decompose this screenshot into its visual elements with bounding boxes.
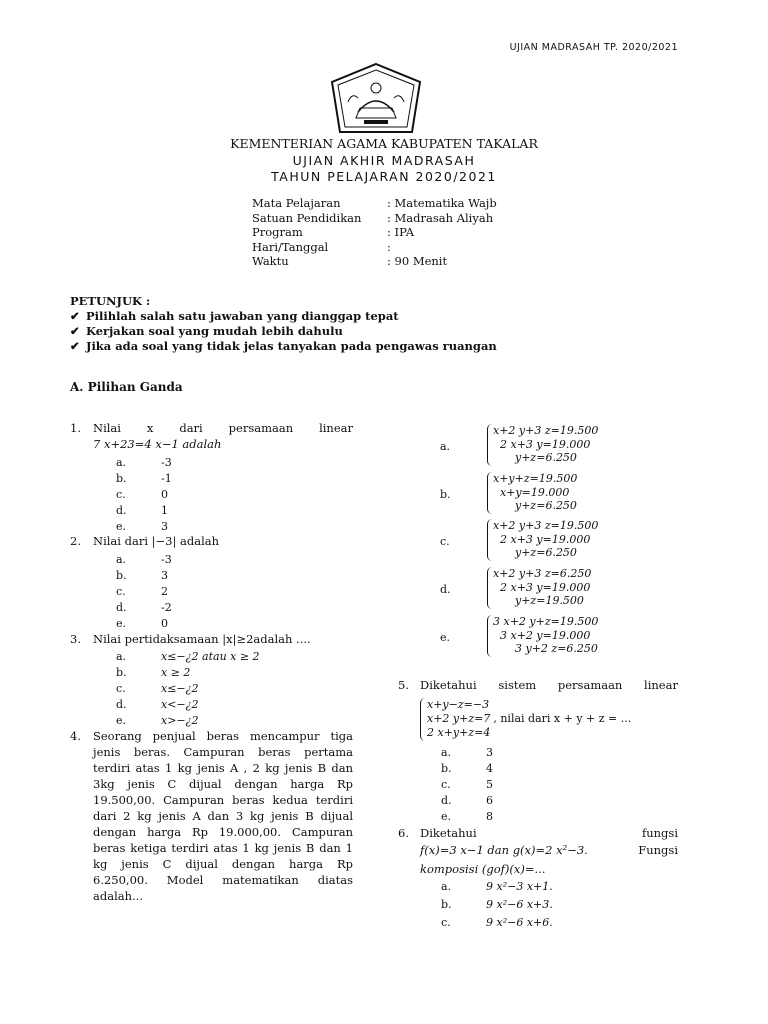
question-equation: komposisi (gof)(x)=...: [420, 862, 546, 876]
question-equation: 7 x+23=4 x−1 adalah: [93, 437, 222, 451]
option-value[interactable]: -1: [161, 472, 172, 485]
question-word: persamaan: [228, 421, 294, 435]
equation[interactable]: y+z=6.250: [515, 499, 577, 512]
question-tail: , nilai dari x + y + z = ...: [493, 712, 632, 725]
option-letter: c.: [441, 778, 451, 791]
year-title: TAHUN PELAJARAN 2020/2021: [271, 169, 497, 184]
option-letter: b.: [116, 472, 127, 485]
question-line: kg jenis C dijual dengan harga Rp: [93, 857, 353, 871]
option-letter: a.: [440, 440, 451, 453]
info-key: Satuan Pendidikan: [252, 210, 362, 225]
equation-system: [427, 698, 631, 740]
equation[interactable]: 3 y+2 z=6.250: [515, 642, 598, 655]
system-brace: [487, 615, 492, 657]
option-value[interactable]: 9 x²−6 x+6.: [486, 916, 553, 929]
instruction-item: Kerjakan soal yang mudah lebih dahulu: [86, 324, 343, 338]
equation[interactable]: x+y=19.000: [500, 485, 570, 499]
question-equation: f(x)=3 x−1 dan g(x)=2 x²−3.: [420, 843, 588, 857]
equation[interactable]: x+2 y+3 z=19.500: [493, 424, 599, 437]
option-letter: c.: [440, 535, 450, 548]
equation: x+2 y+z=7: [427, 712, 491, 725]
question-word: Fungsi: [638, 843, 678, 857]
option-letter: b.: [441, 898, 452, 911]
question-text: [93, 421, 353, 435]
option-value[interactable]: -3: [161, 456, 172, 469]
info-value: :: [387, 239, 391, 254]
info-value: : Madrasah Aliyah: [387, 210, 494, 225]
equation[interactable]: 2 x+3 y=19.000: [500, 580, 591, 594]
equation[interactable]: y+z=6.250: [515, 546, 577, 559]
question-number: 3.: [70, 632, 81, 646]
info-key: Hari/Tanggal: [252, 239, 329, 254]
option-letter: b.: [116, 666, 127, 679]
exam-info: [252, 196, 512, 269]
option-letter: c.: [116, 488, 126, 501]
option-value[interactable]: x ≥ 2: [161, 666, 191, 679]
equation[interactable]: y+z=19.500: [515, 594, 584, 607]
question-line: beras ketiga terdiri atas 1 kg jenis B dan 1: [93, 841, 353, 855]
system-brace: [420, 698, 425, 741]
question-word: Diketahui: [420, 678, 477, 692]
option-value[interactable]: 8: [486, 810, 493, 823]
question-line: dengan harga Rp 19.000,00. Campuran: [93, 825, 353, 839]
section-heading: A. Pilihan Ganda: [70, 380, 183, 394]
equation: x+y−z=−3: [427, 698, 490, 711]
equation: 2 x+y+z=4: [427, 726, 491, 739]
option-value[interactable]: 9 x²−6 x+3.: [486, 898, 553, 911]
equation[interactable]: 2 x+3 y=19.000: [500, 532, 591, 546]
instruction-item: Pilihlah salah satu jawaban yang dianggap tepat: [86, 309, 399, 323]
option-letter: e.: [441, 810, 452, 823]
question-word: Nilai: [93, 421, 121, 435]
question-text: [420, 678, 678, 692]
option-value[interactable]: 1: [161, 504, 168, 517]
option-letter: a.: [116, 553, 127, 566]
instruction-item: Jika ada soal yang tidak jelas tanyakan pada pengawas ruangan: [86, 339, 497, 353]
instructions-title: PETUNJUK :: [70, 294, 151, 308]
option-letter: d.: [116, 504, 127, 517]
option-value[interactable]: 2: [161, 585, 168, 598]
question-number: 1.: [70, 421, 81, 435]
ministry-logo: [328, 62, 424, 138]
question-word: fungsi: [641, 826, 678, 840]
system-brace: [487, 424, 492, 466]
info-value: : IPA: [387, 225, 415, 239]
question-line: adalah...: [93, 889, 143, 903]
equation[interactable]: y+z=6.250: [515, 451, 577, 464]
info-key: Waktu: [252, 254, 289, 268]
option-letter: b.: [441, 762, 452, 775]
info-value: : Matematika Wajb: [387, 196, 497, 210]
equation[interactable]: x+2 y+3 z=19.500: [493, 519, 599, 532]
question-line: jenis beras. Campuran beras pertama: [93, 745, 353, 759]
option-value[interactable]: 3: [161, 520, 168, 533]
option-value[interactable]: 3: [486, 746, 493, 759]
option-letter: c.: [116, 585, 126, 598]
option-letter: d.: [440, 583, 451, 596]
equation[interactable]: 3 x+2 y=19.000: [500, 628, 591, 642]
option-letter: b.: [440, 488, 451, 501]
question-number: 2.: [70, 534, 81, 548]
question-word: persamaan: [557, 678, 623, 692]
option-value[interactable]: 4: [486, 762, 493, 775]
question-number: 6.: [398, 826, 409, 840]
option-value[interactable]: 5: [486, 778, 493, 791]
question-text: Nilai dari |−3| adalah: [93, 534, 220, 548]
question-number: 5.: [398, 678, 409, 692]
info-value: : 90 Menit: [387, 254, 448, 268]
option-letter: e.: [116, 520, 127, 533]
exam-title: UJIAN AKHIR MADRASAH: [292, 153, 476, 168]
question-text: [420, 826, 678, 840]
question-text: [420, 843, 678, 857]
question-line: Seorang penjual beras mencampur tiga: [93, 729, 353, 743]
option-letter: d.: [116, 698, 127, 711]
question-text: [93, 729, 353, 905]
equation[interactable]: 3 x+2 y+z=19.500: [493, 615, 599, 628]
question-word: x: [146, 421, 154, 435]
question-line: dari 2 kg jenis A dan 3 kg jenis B dijual: [93, 809, 353, 823]
info-key: Program: [252, 225, 303, 239]
option-value[interactable]: 0: [161, 488, 168, 501]
option-letter: d.: [116, 601, 127, 614]
option-value[interactable]: x≤−¿2 atau x ≥ 2: [161, 650, 260, 663]
option-value[interactable]: x≤−¿2: [161, 682, 199, 695]
option-value[interactable]: 6: [486, 794, 493, 807]
question-word: sistem: [498, 678, 537, 692]
system-brace: [487, 472, 492, 514]
question-line: 3kg jenis C dijual dengan harga Rp: [93, 777, 353, 791]
instructions: [70, 294, 497, 354]
option-letter: c.: [441, 916, 451, 929]
option-letter: a.: [441, 880, 452, 893]
system-brace: [487, 519, 492, 561]
checkmark-icon: ✔: [70, 309, 80, 323]
checkmark-icon: ✔: [70, 339, 80, 353]
option-value[interactable]: 9 x²−3 x+1.: [486, 880, 553, 893]
option-value[interactable]: 0: [161, 617, 168, 630]
option-value[interactable]: x>−¿2: [161, 714, 199, 727]
option-value[interactable]: -3: [161, 553, 172, 566]
question-text: Nilai pertidaksamaan |x|≥2adalah ....: [93, 632, 311, 646]
option-value[interactable]: 3: [161, 569, 168, 582]
question-line: 19.500,00. Campuran beras kedua terdiri: [93, 793, 353, 807]
question-word: linear: [319, 421, 353, 435]
option-letter: a.: [116, 650, 127, 663]
option-letter: e.: [440, 631, 451, 644]
option-letter: d.: [441, 794, 452, 807]
equation[interactable]: x+2 y+3 z=6.250: [493, 567, 592, 580]
ministry-title: KEMENTERIAN AGAMA KABUPATEN TAKALAR: [230, 136, 538, 151]
question-line: terdiri atas 1 kg jenis A , 2 kg jenis B dan: [93, 761, 353, 775]
option-letter: c.: [116, 682, 126, 695]
equation[interactable]: 2 x+3 y=19.000: [500, 437, 591, 451]
system-brace: [487, 567, 492, 609]
option-letter: a.: [441, 746, 452, 759]
option-letter: e.: [116, 714, 127, 727]
question-word: dari: [179, 421, 203, 435]
option-value[interactable]: -2: [161, 601, 172, 614]
question-word: linear: [644, 678, 678, 692]
equation[interactable]: x+y+z=19.500: [493, 472, 578, 485]
exam-header: UJIAN MADRASAH TP. 2020/2021: [509, 42, 678, 53]
question-line: 6.250,00. Model matematikan diatas: [93, 873, 353, 887]
question-number: 4.: [70, 729, 81, 743]
option-letter: a.: [116, 456, 127, 469]
question-word: Diketahui: [420, 826, 477, 840]
option-value[interactable]: x<−¿2: [161, 698, 199, 711]
checkmark-icon: ✔: [70, 324, 80, 338]
option-letter: e.: [116, 617, 127, 630]
option-letter: b.: [116, 569, 127, 582]
info-key: Mata Pelajaran: [252, 196, 341, 210]
